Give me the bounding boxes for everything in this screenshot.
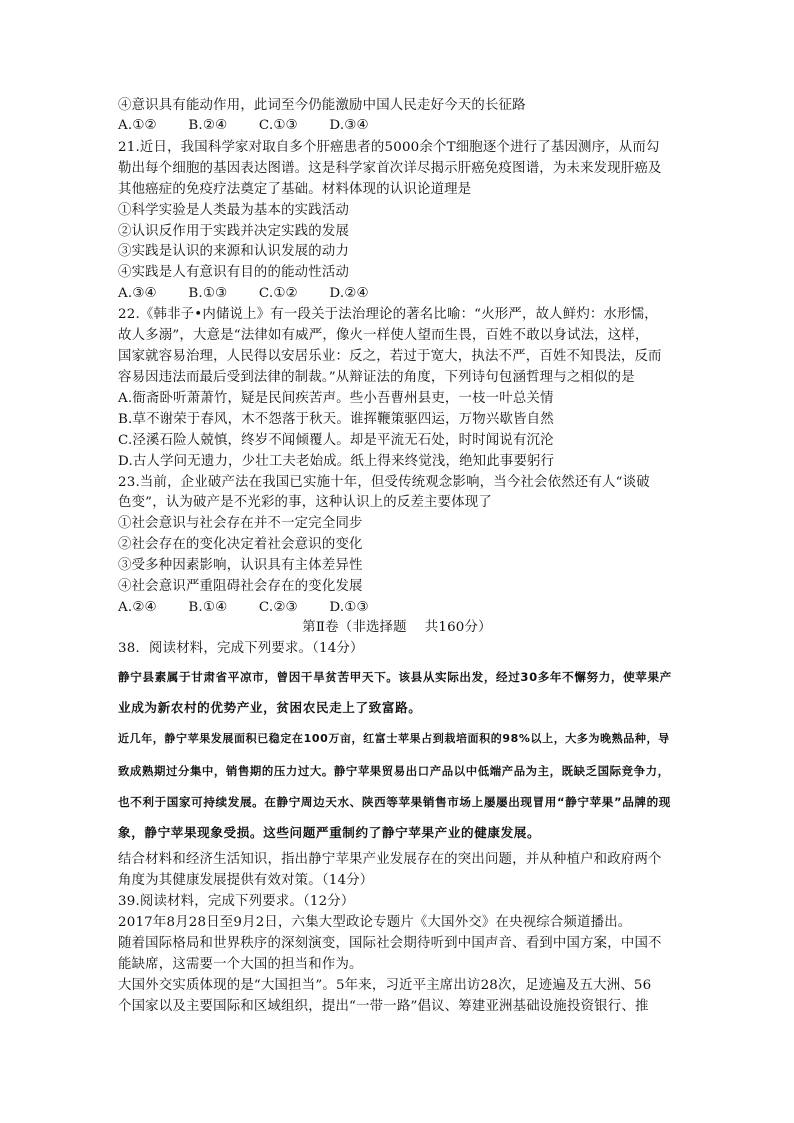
q20-answers: A.①② B.②④ C.①③ D.③④ — [118, 118, 369, 133]
q22-option-c: C.泾溪石险人兢慎，终岁不闻倾覆人。却是平流无石处，时时闻说有沉沦 — [118, 433, 554, 448]
q38-task-line-1: 结合材料和经济生活知识，指出静宁苹果产业发展存在的突出问题，并从种植户和政府两个 — [118, 852, 662, 867]
q23-option-1: ①社会意识与社会存在并不一定完全同步 — [118, 516, 363, 531]
q38-task-line-2: 角度为其健康发展提供有效对策。（14分） — [118, 873, 374, 888]
q21-answers: A.③④ B.①③ C.①② D.②④ — [118, 286, 369, 301]
q23-option-3: ③受多种因素影响，认识具有主体差异性 — [118, 558, 363, 573]
q21-stem-line-3: 其他癌症的免疫疗法奠定了基础。材料体现的认识论道理是 — [118, 182, 472, 197]
q22-stem-line-3: 国家就容易治理，人民得以安居乐业：反之，若过于宽大，执法不严，百姓不知畏法，反而 — [118, 349, 662, 364]
q22-stem-line-1: 22.《韩非子•内储说上》有一段关于法治理论的著名比喻：“火形严，故人鲜灼：水形懦， — [118, 307, 658, 322]
q20-option-4: ④意识具有能动作用，此词至今仍能激励中国人民走好今天的长征路 — [118, 98, 526, 113]
q39-material-line-3: 能缺席，这需要一个大国的担当和作为。 — [118, 957, 363, 972]
q39-material-line-2: 随着国际格局和世界秩序的深刻演变，国际社会期待听到中国声音、看到中国方案，中国不 — [118, 936, 662, 951]
q22-option-a: A.衙斋卧听萧萧竹，疑是民间疾苦声。些小吾曹州县吏，一枝一叶总关情 — [118, 391, 554, 406]
q39-material-line-1: 2017年8月28日至9月2日，六集大型政论专题片《大国外交》在央视综合频道播出。 — [118, 915, 632, 930]
q21-option-3: ③实践是认识的来源和认识发展的动力 — [118, 244, 350, 259]
section-title: 第Ⅱ卷（非选择题 共160分） — [302, 620, 492, 635]
q39-material-line-4: 大国外交实质体现的是“大国担当”。5年来，习近平主席出访28次，足迹遍及五大洲、56 — [118, 978, 652, 993]
q38-material-line-1: 静宁县素属于甘肃省平凉市，曾因干旱贫苦甲天下。该县从实际出发，经过30多年不懈努力，使苹果产 — [118, 670, 672, 684]
q39-material-line-5: 个国家以及主要国际和区域组织，提出“一带一路”倡议、筹建亚洲基础设施投资银行、推 — [118, 999, 649, 1014]
q23-answers: A.②④ B.①④ C.②③ D.①③ — [118, 600, 369, 615]
q21-option-1: ①科学实验是人类最为基本的实践活动 — [118, 203, 350, 218]
q23-option-2: ②社会存在的变化决定着社会意识的变化 — [118, 537, 363, 552]
q22-stem-line-2: 故人多溺”，大意是“法律如有威严，像火一样使人望而生畏，百姓不敢以身试法，这样， — [118, 328, 649, 343]
q21-option-2: ②认识反作用于实践并决定实践的发展 — [118, 224, 350, 239]
q22-option-d: D.古人学问无遗力，少壮工夫老始成。纸上得来终觉浅，绝知此事要躬行 — [118, 454, 555, 469]
q38-header: 38．阅读材料，完成下列要求。（14分） — [118, 641, 364, 656]
q21-option-4: ④实践是人有意识有目的的能动性活动 — [118, 265, 350, 280]
q38-material-line-5: 也不利于国家可持续发展。在静宁周边天水、陕西等苹果销售市场上屡屡出现冒用“静宁苹果”品牌的现 — [118, 795, 671, 809]
q22-stem-line-4: 容易因违法而最后受到法律的制裁。”从辩证法的角度，下列诗句包涵哲理与之相似的是 — [118, 370, 635, 385]
q38-material-line-2: 业成为新农村的优势产业，贫困农民走上了致富路。 — [118, 700, 422, 715]
q38-material-line-4: 致成熟期过分集中，销售期的压力过大。静宁苹果贸易出口产品以中低端产品为主，既缺乏国际竞争力， — [118, 764, 670, 778]
q23-stem-line-1: 23.当前，企业破产法在我国已实施十年，但受传统观念影响，当今社会依然还有人“谈破 — [118, 475, 650, 490]
q38-material-line-6: 象，静宁苹果现象受损。这些问题严重制约了静宁苹果产业的健康发展。 — [118, 825, 541, 840]
q22-option-b: B.草不谢荣于春风，木不怨落于秋天。谁挥鞭策驱四运，万物兴歇皆自然 — [118, 412, 554, 427]
q23-stem-line-2: 色变”，认为破产是不光彩的事，这种认识上的反差主要体现了 — [118, 495, 492, 510]
q39-header: 39.阅读材料，完成下列要求。（12分） — [118, 894, 355, 909]
q23-option-4: ④社会意识严重阻碍社会存在的变化发展 — [118, 579, 363, 594]
q21-stem-line-1: 21.近日，我国科学家对取自多个肝癌患者的5000余个T细胞逐个进行了基因测序，从而勾 — [118, 140, 660, 155]
q21-stem-line-2: 勒出每个细胞的基因表达图谱。这是科学家首次详尽揭示肝癌免疫图谱，为未来发现肝癌及 — [118, 161, 662, 176]
q38-material-line-3: 近几年，静宁苹果发展面积已稳定在100万亩，红富士苹果占到栽培面积的98%以上，大多为晚熟品种，导 — [118, 732, 670, 745]
